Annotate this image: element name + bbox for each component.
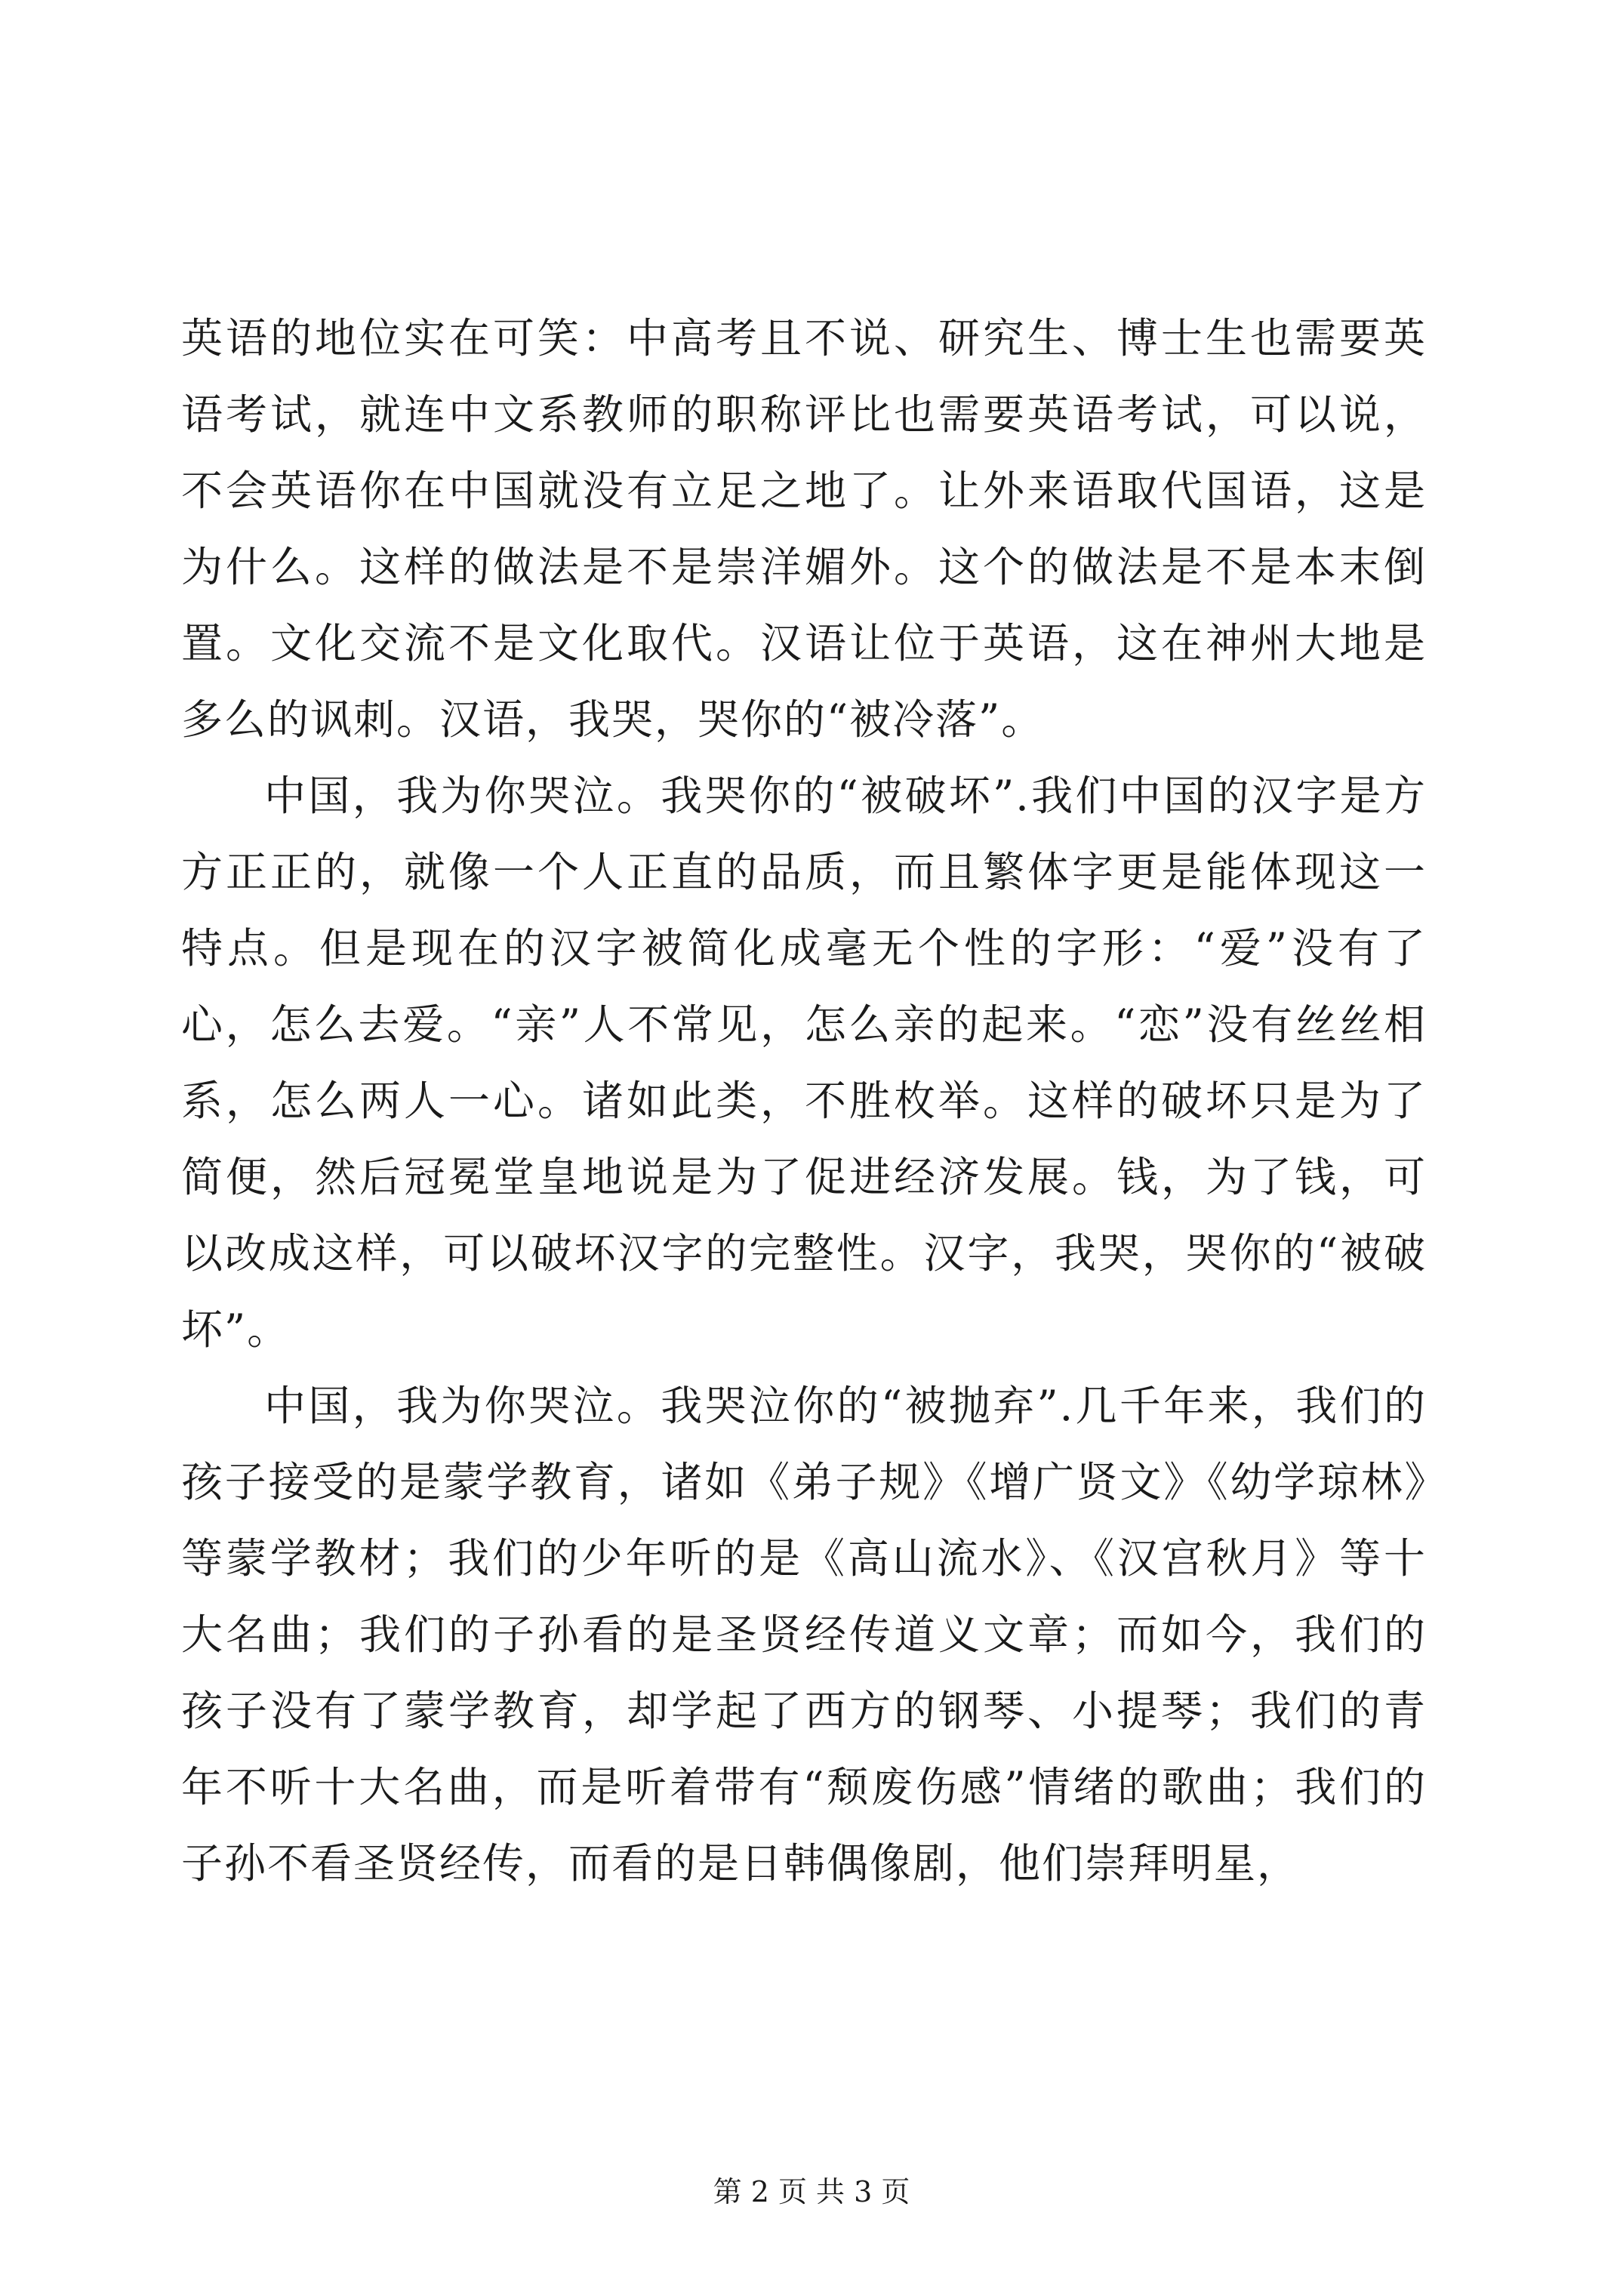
document-body <box>181 300 1427 1902</box>
page-number-label: 第 2 页 共 3 页 <box>713 2175 910 2208</box>
paragraph-2: 中国，我为你哭泣。我哭你的“被破坏”.我们中国的汉字是方方正正的，就像一个人正直的品质，而且繁体字更是能体现这一特点。但是现在的汉字被简化成毫无个性的字形：“爱”没有了心，怎么去爱。“亲”人不常见，怎么亲的起来。“恋”没有丝丝相系，怎么两人一心。诸如此类，不胜枚举。这样的破坏只是为了简便，然后冠冕堂皇地说是为了促进经济发展。钱，为了钱，可以改成这样，可以破坏汉字的完整性。汉字，我哭，哭你的“被破坏”。 <box>181 772 1427 1354</box>
paragraph-1: 英语的地位实在可笑：中高考且不说、研究生、博士生也需要英语考试，就连中文系教师的职称评比也需要英语考试，可以说，不会英语你在中国就没有立足之地了。让外来语取代国语，这是为什么。这样的做法是不是崇洋媚外。这个的做法是不是本末倒置。文化交流不是文化取代。汉语让位于英语，这在神州大地是多么的讽刺。汉语，我哭，哭你的“被冷落”。 <box>181 314 1427 744</box>
paragraph-3: 中国，我为你哭泣。我哭泣你的“被抛弃”.几千年来，我们的孩子接受的是蒙学教育，诸如《弟子规》《增广贤文》《幼学琼林》等蒙学教材；我们的少年听的是《高山流水》、《汉宫秋月》等十大名曲；我们的子孙看的是圣贤经传道义文章；而如今，我们的孩子没有了蒙学教育，却学起了西方的钢琴、小提琴；我们的青年不听十大名曲，而是听着带有“颓废伤感”情绪的歌曲；我们的子孙不看圣贤经传，而看的是日韩偶像剧，他们崇拜明星， <box>181 1382 1427 1888</box>
page-footer <box>0 2173 1623 2211</box>
